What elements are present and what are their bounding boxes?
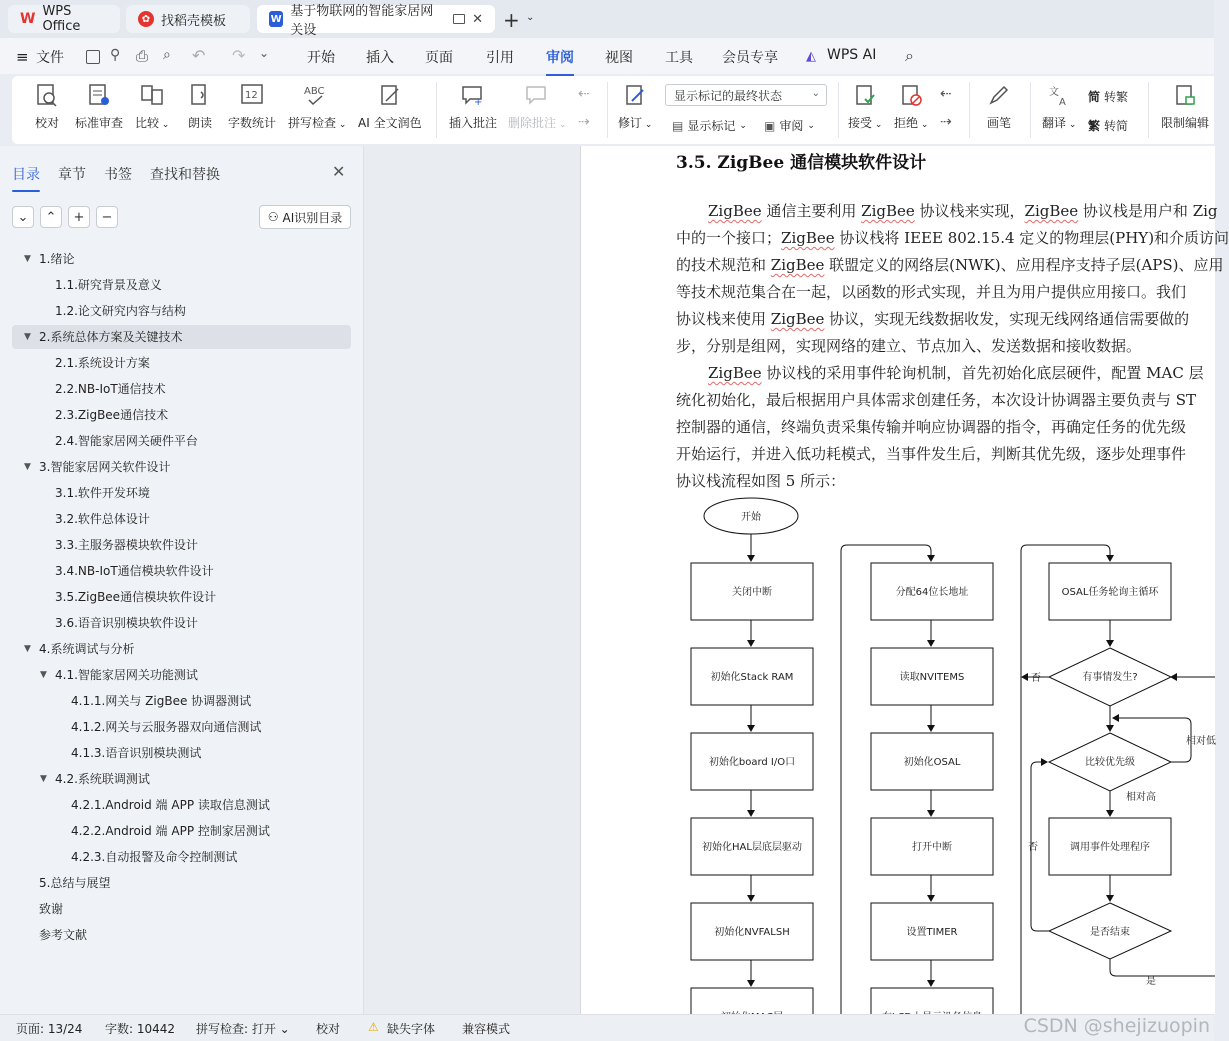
menu-review[interactable]: 审阅 xyxy=(546,47,574,67)
restrict-edit-button[interactable] xyxy=(1161,82,1209,131)
collapse-down-button[interactable] xyxy=(12,206,34,228)
tab-document[interactable] xyxy=(257,4,495,38)
menu-wps-ai[interactable]: WPS AI xyxy=(827,47,877,63)
next-change-icon[interactable]: ⇢ xyxy=(940,114,952,130)
proofread-button[interactable] xyxy=(34,82,60,131)
expand-caret-icon[interactable]: ▼ xyxy=(40,774,47,784)
to-traditional-button[interactable] xyxy=(1088,88,1128,105)
section-heading: 3.5. ZigBee 通信模块软件设计 xyxy=(676,153,927,173)
traditional-icon: 简 xyxy=(1088,90,1101,104)
add-heading-button[interactable] xyxy=(68,206,90,228)
expand-caret-icon[interactable]: ▼ xyxy=(40,670,47,680)
flow-step-label: 打开中断 xyxy=(912,842,952,853)
body-line: 步，分别是组网，实现网络的建立、节点加入、发送数据和接收数据。 xyxy=(676,337,1142,355)
close-tab-icon[interactable]: ✕ xyxy=(472,11,483,27)
accept-icon xyxy=(852,82,878,108)
menu-reference[interactable]: 引用 xyxy=(486,50,514,66)
body-line: ZigBee 协议栈的采用事件轮询机制，首先初始化底层硬件，配置 MAC 层 xyxy=(708,364,1204,382)
svg-text:ABC: ABC xyxy=(304,86,325,97)
flow-start-label: 开始 xyxy=(741,512,761,523)
proofread-icon xyxy=(34,82,60,108)
toc-item[interactable]: 2.1.系统设计方案 xyxy=(55,356,150,370)
warning-icon: ⚠ xyxy=(368,1020,379,1034)
toc-item[interactable]: 参考文献 xyxy=(39,928,88,942)
reject-icon xyxy=(898,82,924,108)
menu-start[interactable]: 开始 xyxy=(307,50,335,66)
next-comment-icon[interactable]: ⇢ xyxy=(578,114,590,130)
tab-label: 找稻壳模板 xyxy=(161,13,227,29)
review-pane-button[interactable]: ▣ 审阅 ⌄ xyxy=(764,118,815,133)
document-page[interactable] xyxy=(580,146,1229,1014)
toc-item[interactable]: 1.绪论 xyxy=(39,252,75,266)
hamburger-icon[interactable]: ≡ xyxy=(16,48,29,66)
compare-label: 比较 xyxy=(135,116,160,130)
toc-item[interactable]: 4.1.智能家居网关功能测试 xyxy=(55,668,198,682)
word-count-icon xyxy=(239,82,265,108)
flow-step-label: 读取NVITEMS xyxy=(899,672,965,683)
new-tab-icon[interactable]: + xyxy=(503,8,520,32)
ribbon-divider xyxy=(607,82,608,138)
flow-branch-label: 否 xyxy=(1031,673,1041,684)
body-line: 控制器的通信，终端负责采集传输并响应协调器的指令，再确定任务的优先级 xyxy=(676,418,1187,436)
spell-check-icon xyxy=(304,82,330,108)
monitor-icon[interactable] xyxy=(453,14,465,24)
lock-doc-icon xyxy=(1172,82,1198,108)
title-bar xyxy=(0,0,1214,38)
page-indicator[interactable]: 页面: 13/24 xyxy=(16,1022,83,1036)
flow-branch-label: 是 xyxy=(1146,976,1156,987)
tab-label: 基于物联网的智能家居网关设 xyxy=(290,4,434,38)
chevron-down-icon: ⌄ xyxy=(811,88,820,99)
expand-caret-icon[interactable]: ▼ xyxy=(24,644,31,654)
ink-label: 画笔 xyxy=(986,116,1011,130)
menu-view[interactable]: 视图 xyxy=(605,50,633,66)
reject-label: 拒绝 xyxy=(894,116,919,130)
ink-button[interactable] xyxy=(986,82,1012,131)
markup-mode-value: 显示标记的最终状态 xyxy=(674,89,783,103)
menu-member[interactable]: 会员专享 xyxy=(722,50,778,66)
flow-step-label: 初始化Stack RAM xyxy=(710,672,794,683)
minus-icon: − xyxy=(101,209,113,225)
toc-item[interactable]: 3.4.NB-IoT通信模块软件设计 xyxy=(55,564,214,578)
expand-caret-icon[interactable]: ▼ xyxy=(24,254,31,264)
navigation-panel xyxy=(0,146,364,1014)
body-line: 统化初始化，最后根据用户具体需求创建任务，本次设计协调器主要负责与 ST xyxy=(676,391,1197,409)
flow-step-label: 分配64位长地址 xyxy=(895,587,969,598)
body-line: 的技术规范和 ZigBee 联盟定义的网络层(NWK)、应用程序支持子层(APS)、应用 xyxy=(676,256,1224,274)
chevron-down-icon: ⌄ xyxy=(17,209,29,225)
tab-template[interactable] xyxy=(126,5,250,33)
magic-wand-icon xyxy=(377,82,403,108)
flow-step-label: OSAL任务轮询主循环 xyxy=(1061,587,1159,598)
toc-item[interactable]: 4.系统调试与分析 xyxy=(39,642,135,656)
watermark: CSDN @shejizuopin xyxy=(1023,1015,1210,1037)
standard-review-button[interactable] xyxy=(75,82,123,131)
status-bar xyxy=(0,1014,1214,1041)
tab-find-replace[interactable]: 查找和替换 xyxy=(150,167,220,183)
reject-button[interactable]: 拒绝 ⌄ xyxy=(894,82,928,131)
pen-icon xyxy=(986,82,1012,108)
word-count-indicator[interactable]: 字数: 10442 xyxy=(105,1022,176,1036)
compare-button[interactable]: 比较 ⌄ xyxy=(135,82,169,131)
print-icon[interactable]: ⎙ xyxy=(136,47,149,65)
standard-review-icon xyxy=(86,82,112,108)
toc-item[interactable]: 3.1.软件开发环境 xyxy=(55,486,150,500)
body-line: 协议栈来使用 ZigBee 协议，实现无线数据收发，实现无线网络通信需要做的 xyxy=(676,310,1190,328)
toc-item[interactable]: 3.3.主服务器模块软件设计 xyxy=(55,538,198,552)
spell-check-status[interactable]: 拼写检查: 打开 ⌄ xyxy=(196,1022,290,1036)
toc-item[interactable]: 3.智能家居网关软件设计 xyxy=(39,460,171,474)
ai-polish-button[interactable] xyxy=(358,82,422,131)
flow-branch-label: 否 xyxy=(1028,842,1038,853)
menu-tools[interactable]: 工具 xyxy=(665,50,693,66)
accept-button[interactable]: 接受 ⌄ xyxy=(848,82,882,131)
save-icon[interactable] xyxy=(86,50,100,64)
review-pane-icon: ▣ xyxy=(764,118,776,133)
more-chevron-icon[interactable]: ⌄ xyxy=(259,46,270,60)
tab-toc[interactable]: 目录 xyxy=(12,164,40,184)
svg-text:文: 文 xyxy=(1049,87,1060,98)
word-count-label: 字数统计 xyxy=(228,116,277,130)
toc-item[interactable]: 4.1.1.网关与 ZigBee 协调器测试 xyxy=(71,694,252,708)
flow-step-label: 关闭中断 xyxy=(732,587,772,598)
svg-text:12: 12 xyxy=(245,90,258,101)
body-line: ZigBee 通信主要利用 ZigBee 协议栈来实现，ZigBee 协议栈是用户和 Zig xyxy=(708,202,1218,220)
simplified-icon: 繁 xyxy=(1088,119,1101,133)
toc-item[interactable]: 3.5.ZigBee通信模块软件设计 xyxy=(55,590,217,604)
missing-font-status[interactable]: 缺失字体 xyxy=(387,1022,436,1036)
expand-caret-icon[interactable]: ▼ xyxy=(24,332,31,342)
close-panel-icon[interactable]: ✕ xyxy=(332,162,346,181)
chevron-down-icon[interactable]: ⌄ xyxy=(526,12,535,23)
ai-polish-label: AI 全文润色 xyxy=(358,116,422,130)
tab-wps-office[interactable] xyxy=(8,5,120,33)
compat-mode-status[interactable]: 兼容模式 xyxy=(462,1022,511,1036)
body-line: 中的一个接口；ZigBee 协议栈将 IEEE 802.15.4 定义的物理层(PHY)和介质访问 xyxy=(676,229,1229,247)
body-line: 协议栈流程如图 5 所示： xyxy=(676,472,846,490)
toc-item[interactable]: 4.2.3.自动报警及命令控制测试 xyxy=(71,850,238,864)
word-doc-icon: W xyxy=(269,11,283,27)
ribbon-divider xyxy=(1148,82,1149,138)
ai-toc-button[interactable] xyxy=(259,205,351,229)
markup-mode-select[interactable] xyxy=(665,84,827,106)
plus-icon: + xyxy=(73,209,85,225)
flow-step-label: 设置TIMER xyxy=(906,927,958,938)
delete-comment-label: 删除批注 xyxy=(508,116,557,130)
standard-review-label: 标准审查 xyxy=(75,116,124,130)
share-icon[interactable]: ⚲ xyxy=(110,47,121,63)
show-markup-label: 显示标记 xyxy=(687,119,736,133)
prev-comment-icon[interactable]: ⇠ xyxy=(578,86,590,102)
flow-branch-label: 相对高 xyxy=(1126,792,1156,803)
translate-button[interactable]: 文 A 翻译 ⌄ xyxy=(1042,82,1076,131)
ribbon-divider xyxy=(969,82,970,138)
toc-item[interactable]: 5.总结与展望 xyxy=(39,876,111,890)
ribbon-divider xyxy=(1030,82,1031,138)
flowchart xyxy=(581,496,1215,1016)
wps-logo-icon: W xyxy=(20,11,36,27)
flow-step-label: 初始化NVFALSH xyxy=(714,927,790,938)
body-line: 等技术规范集合在一起，以函数的形式实现，并且为用户提供应用接口。我们 xyxy=(676,283,1187,301)
toc-item[interactable]: 3.2.软件总体设计 xyxy=(55,512,150,526)
track-changes-button[interactable]: 修订 ⌄ xyxy=(618,82,652,131)
expand-caret-icon[interactable]: ▼ xyxy=(24,462,31,472)
toc-item[interactable]: 4.1.3.语音识别模块测试 xyxy=(71,746,202,760)
page-gutter xyxy=(364,146,580,1014)
read-aloud-button[interactable] xyxy=(187,82,213,131)
ai-toc-icon: ⚇ xyxy=(267,210,279,224)
menu-page[interactable]: 页面 xyxy=(425,50,453,66)
undo-icon[interactable]: ↶ xyxy=(192,46,206,65)
proofread-label: 校对 xyxy=(34,116,59,130)
toc-item[interactable]: 4.2.1.Android 端 APP 读取信息测试 xyxy=(71,798,270,812)
flow-step-label: 调用事件处理程序 xyxy=(1070,842,1150,853)
translate-label: 翻译 xyxy=(1042,116,1067,130)
toc-item[interactable]: 3.6.语音识别模块软件设计 xyxy=(55,616,198,630)
show-markup-icon: ▤ xyxy=(672,118,684,133)
remove-heading-button[interactable] xyxy=(96,206,118,228)
flow-step-label: 初始化HAL层底层驱动 xyxy=(702,842,802,853)
insert-comment-button[interactable] xyxy=(449,82,497,131)
svg-text:+: + xyxy=(474,97,483,108)
toc-item[interactable]: 2.2.NB-IoT通信技术 xyxy=(55,382,166,396)
to-traditional-label: 转繁 xyxy=(1104,90,1129,104)
flow-step-label: 是否结束 xyxy=(1090,927,1130,938)
to-simplified-label: 转简 xyxy=(1104,119,1129,133)
read-aloud-label: 朗读 xyxy=(187,116,212,130)
redo-icon[interactable]: ↷ xyxy=(232,46,246,65)
flow-step-label: 比较优先级 xyxy=(1085,757,1135,768)
show-markup-button[interactable]: ▤ 显示标记 ⌄ xyxy=(672,118,747,133)
toc-item[interactable]: 4.2.系统联调测试 xyxy=(55,772,150,786)
flow-branch-label: 相对低 xyxy=(1186,736,1216,747)
tab-label: WPS Office xyxy=(42,4,81,34)
collapse-up-button[interactable] xyxy=(40,206,62,228)
menu-insert[interactable]: 插入 xyxy=(366,50,394,66)
accept-label: 接受 xyxy=(848,116,873,130)
proofread-status[interactable]: 校对 xyxy=(316,1022,341,1036)
menu-bar xyxy=(0,38,1214,74)
ai-toc-label: AI识别目录 xyxy=(282,210,343,225)
search-icon[interactable]: ⌕ xyxy=(905,46,914,65)
wps-ai-icon: ◭ xyxy=(806,49,816,64)
flow-step-label: 初始化board I/O口 xyxy=(708,757,796,768)
comment-add-icon xyxy=(460,82,486,108)
review-pane-label: 审阅 xyxy=(779,119,804,133)
template-icon: ✿ xyxy=(138,11,154,27)
word-count-button[interactable] xyxy=(228,82,276,131)
menu-file[interactable]: 文件 xyxy=(36,50,64,66)
toc-item[interactable]: 2.系统总体方案及关键技术 xyxy=(39,330,183,344)
toc-item[interactable]: 2.3.ZigBee通信技术 xyxy=(55,408,169,422)
print-preview-icon[interactable]: ⌕ xyxy=(163,47,171,63)
track-changes-icon xyxy=(622,82,648,108)
toc-item[interactable]: 4.1.2.网关与云服务器双向通信测试 xyxy=(71,720,262,734)
translate-icon xyxy=(1046,82,1072,108)
spell-check-label: 拼写检查 xyxy=(288,116,337,130)
flow-step-label: 有事情发生? xyxy=(1082,672,1138,683)
svg-text:A: A xyxy=(1059,97,1067,108)
toc-item[interactable]: 1.1.研究背景及意义 xyxy=(55,278,162,292)
toc-item[interactable]: 致谢 xyxy=(39,902,64,916)
delete-comment-button[interactable]: 删除批注 ⌄ xyxy=(508,82,566,131)
prev-change-icon[interactable]: ⇠ xyxy=(940,86,952,102)
spell-check-button[interactable]: ABC 拼写检查 ⌄ xyxy=(288,82,346,131)
compare-icon xyxy=(139,82,165,108)
read-aloud-icon xyxy=(187,82,213,108)
restrict-edit-label: 限制编辑 xyxy=(1161,116,1210,130)
toc-item[interactable]: 4.2.2.Android 端 APP 控制家居测试 xyxy=(71,824,270,838)
body-line: 开始运行，并进入低功耗模式，当事件发生后，判断其优先级，逐步处理事件 xyxy=(676,445,1187,463)
ribbon-divider xyxy=(436,82,437,138)
toc-item[interactable]: 1.2.论文研究内容与结构 xyxy=(55,304,186,318)
tab-bookmarks[interactable]: 书签 xyxy=(104,167,132,183)
ribbon-divider xyxy=(838,82,839,138)
comment-delete-icon xyxy=(524,82,550,108)
track-changes-label: 修订 xyxy=(618,116,643,130)
to-simplified-button[interactable] xyxy=(1088,117,1128,134)
ribbon-review xyxy=(12,76,1214,144)
chevron-up-icon: ⌃ xyxy=(45,209,57,225)
insert-comment-label: 插入批注 xyxy=(449,116,498,130)
tab-sections[interactable]: 章节 xyxy=(58,167,86,183)
toc-item[interactable]: 2.4.智能家居网关硬件平台 xyxy=(55,434,198,448)
flow-step-label: 初始化OSAL xyxy=(903,757,961,768)
